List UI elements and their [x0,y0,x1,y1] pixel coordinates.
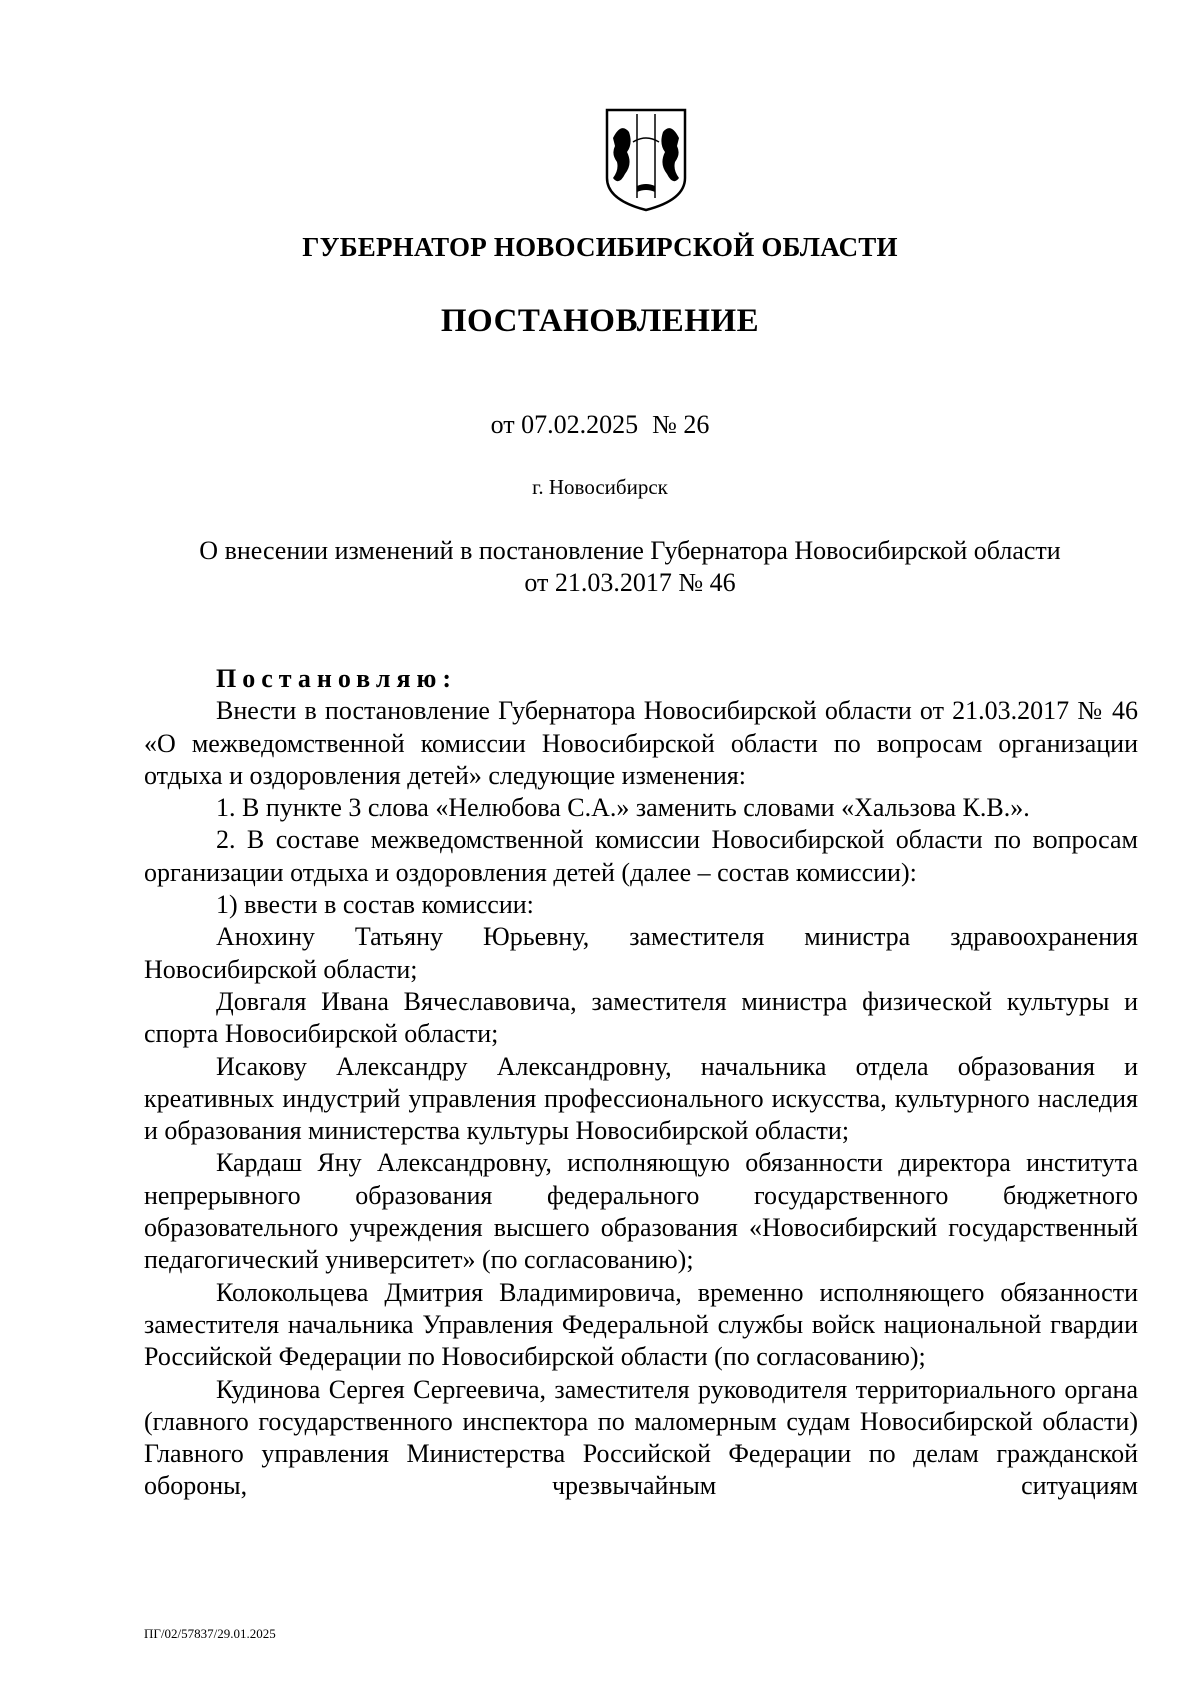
body-paragraph: 1. В пункте 3 слова «Нелюбова С.А.» заменить словами «Хальзова К.В.». [216,793,1030,823]
subject-line: от 21.03.2017 № 46 [524,568,736,597]
subject-line: О внесении изменений в постановление Губернатора Новосибирской области [199,536,1061,565]
document-city: г. Новосибирск [532,475,668,499]
document-subject [150,535,1110,599]
document-body [144,663,1138,1503]
issuing-authority: ГУБЕРНАТОР НОВОСИБИРСКОЙ ОБЛАСТИ [302,232,898,262]
body-paragraph: Внести в постановление Губернатора Новосибирской области от 21.03.2017 № 46 «О межведомственной комиссии Новосибирской области по вопросам организации отдыха и оздоровления детей» следующие изменения: [144,696,1138,790]
resolve-colon: : [442,664,452,693]
body-paragraph: 1) ввести в состав комиссии: [216,890,534,920]
document-registration-code: ПГ/02/57837/29.01.2025 [144,1626,276,1641]
document-type: ПОСТАНОВЛЕНИЕ [440,303,760,339]
coat-of-arms-icon [603,108,689,212]
document-date: от 07.02.2025 [490,410,639,439]
body-paragraph: Кардаш Яну Александровну, исполняющую обязанности директора института непрерывного образования федерального государственного бюджетного образовательного учреждения высшего образования «Новосибирский государственный педагогический университет» (по согласованию); [144,1148,1138,1275]
body-paragraph: Анохину Татьяну Юрьевну, заместителя министра здравоохранения Новосибирской области; [144,922,1138,984]
body-paragraph: Исакову Александру Александровну, начальника отдела образования и креативных индустрий управления профессионального искусства, культурного наследия и образования министерства культуры Новосибирской области; [144,1051,1138,1146]
resolve-heading [144,663,1138,695]
body-paragraph: Кудинова Сергея Сергеевича, заместителя руководителя территориального органа (главного государственного инспектора по маломерным судам Новосибирской области) Главного управления Министерства Российской Федерации по делам гражданской обороны, чрезвычайным ситуациям [144,1374,1138,1501]
body-paragraph: Колокольцева Дмитрия Владимировича, временно исполняющего обязанности заместителя начальника Управления Федеральной службы войск национальной гвардии Российской Федерации по Новосибирской области (по согласованию); [144,1277,1138,1372]
body-paragraph: Довгаля Ивана Вячеславовича, заместителя министра физической культуры и спорта Новосибирской области; [144,986,1138,1049]
resolve-word: Постановляю [216,664,443,693]
body-paragraph: 2. В составе межведомственной комиссии Новосибирской области по вопросам организации отдыха и оздоровления детей (далее – состав комиссии): [144,825,1138,887]
document-date-number [0,410,1200,440]
document-number: № 26 [652,410,710,439]
